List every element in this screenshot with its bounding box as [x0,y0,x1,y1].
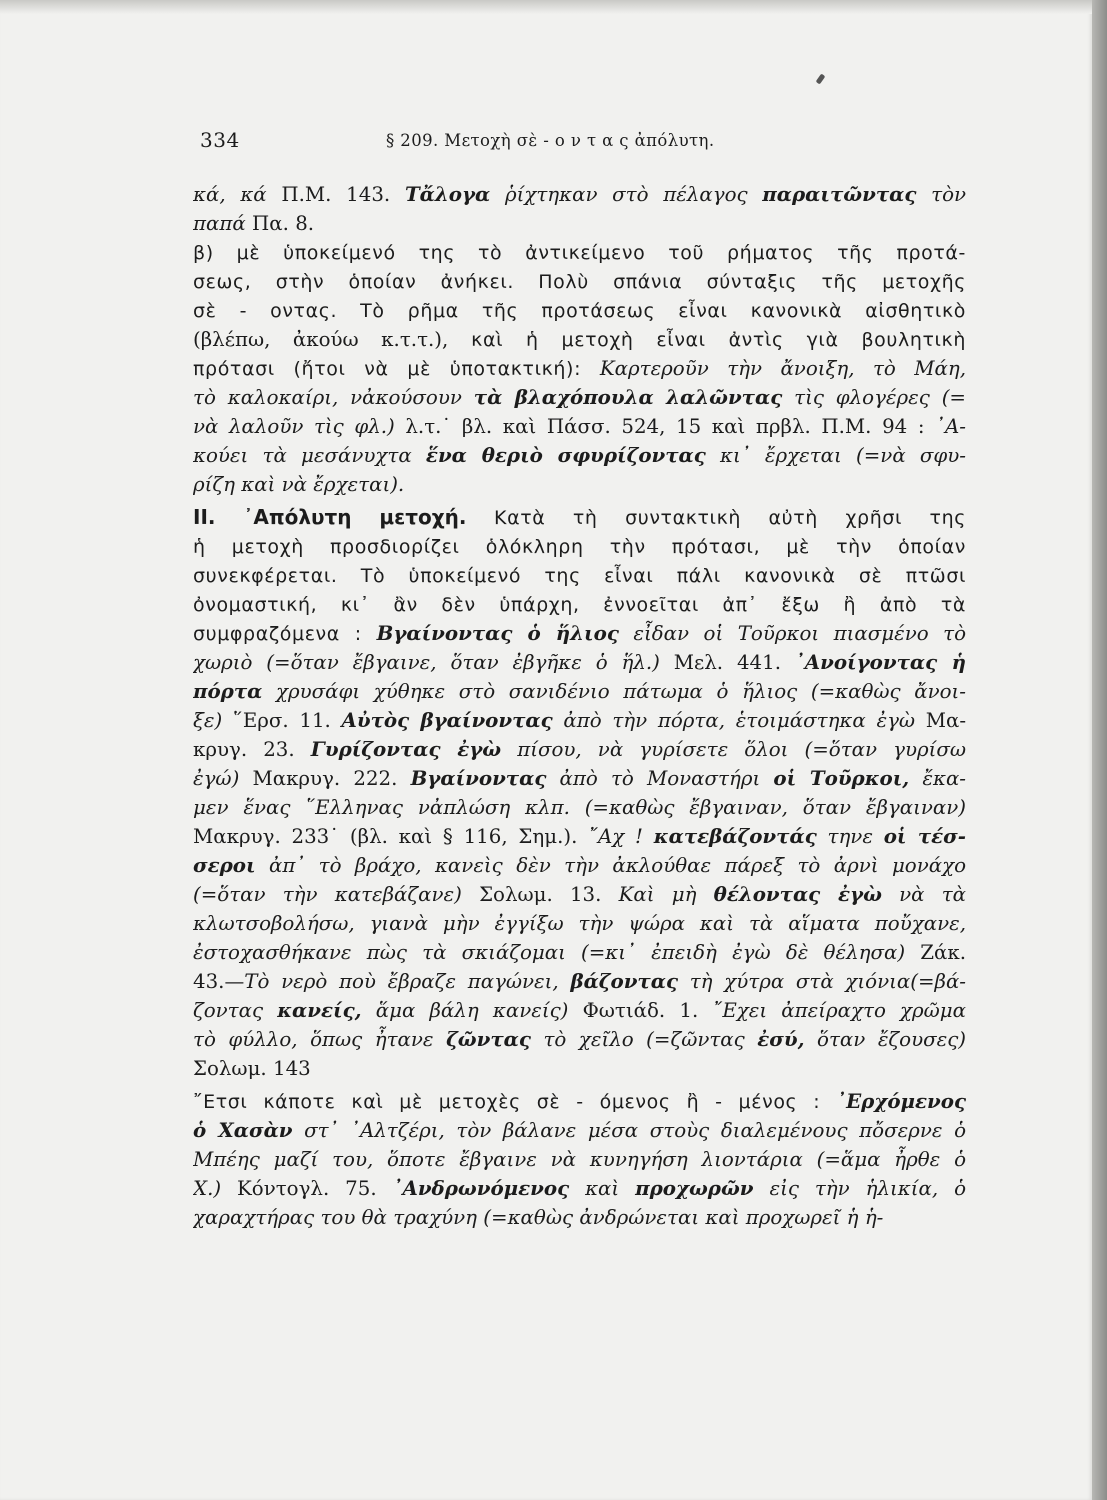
text-line [193,706,966,735]
text-span: ἀπὸ τὸ Μοναστήρι [546,767,774,790]
text-span: στ᾿ ᾿Αλτζέρι, τὸν βάλανε μέσα στοὺς διαλεμένους πὄσερνε ὁ [292,1119,966,1142]
page-number: 334 [200,128,240,152]
text-line [193,267,966,296]
text-line [193,209,966,238]
text-span: ῎Ετσι κάποτε καὶ μὲ μετοχὲς σὲ - όμενος ἢ - μένος : [193,1091,837,1113]
text-line [193,1054,966,1083]
text-span: χαραχτήρας του θὰ τραχύνη (=καθὼς ἀνδρώνεται καὶ προχωρεῖ ἡ ἡ- [193,1206,884,1229]
text-line [193,412,966,441]
text-span: μεν ἕνας ῞Ελληνας νἀπλώση κλπ. (=καθὼς ἔβγαιναν, ὅταν ἔβγαιναν) [193,796,966,819]
text-span: οἱ τέσ- [883,824,966,848]
text-span: καὶ ἡ μετοχὴ εἶναι ἀντὶς γιὰ βουλητικὴ [448,329,966,351]
text-span: ᾿Ερχόμενος [836,1089,966,1113]
text-span: ῥίχτηκαν στὸ πέλαγος [490,183,763,206]
text-span: τὰ βλαχόπουλα λαλῶντας [473,385,783,409]
text-line [193,1145,966,1174]
text-span: καὶ [569,1177,636,1200]
text-span: θέλοντας ἐγὼ [713,882,882,906]
text-span: τὸ καλοκαίρι, νἀκούσουν [193,386,474,409]
text-span: Μακρυγ. 222. [252,767,411,790]
text-span: ἐστοχασθήκανε πὼς τὰ σκιάζομαι (=κι᾿ ἐπειδὴ ἐγὼ δὲ θέλησα) [193,941,921,964]
text-span: ἀπὸ τὴν πόρτα, ἑτοιμάστηκα ἐγὼ [552,709,926,732]
text-span: σὲ - οντας. Τὸ ρῆμα τῆς προτάσεως εἶναι κανονικὰ αἰσθητικὸ [193,300,966,322]
text-line [193,967,966,996]
text-span: Κατὰ τὴ συντακτικὴ αὐτὴ χρῆσι της [466,507,966,529]
text-span: ῞Ερσ. 11. [232,709,342,732]
text-span: ῎Αχ ! [588,825,654,848]
text-line [193,793,966,822]
text-span: ᾿Α- [935,415,966,438]
text-line [193,1025,966,1054]
text-span: σεως, στὴν ὁποίαν ἀνήκει. Πολὺ σπάνια σύνταξις τῆς μετοχῆς [193,271,966,293]
text-line [193,1174,966,1203]
text-line [193,296,966,325]
text-span: (=ὅταν τὴν κατεβάζανε) [193,883,480,906]
text-line [193,764,966,793]
text-span: κανείς, [277,998,362,1022]
text-span: κά, κά [193,183,282,206]
text-line [193,619,966,648]
text-line [193,1087,966,1116]
text-span: παπά [193,212,253,235]
text-span: τὸ φύλλο, ὅπως ἦτανε [193,1028,447,1051]
text-span: ὀνομαστική, κι᾿ ἂν δὲν ὑπάρχη, ἐννοεῖται ἀπ᾿ ἔξω ἢ ἀπὸ τὰ [193,594,966,616]
text-span: Ζάκ. [920,941,966,964]
text-span: Σολωμ. 143 [193,1057,311,1080]
text-line [193,996,966,1025]
text-span: ᾿Ανδρωνόμενος [392,1176,570,1200]
text-span: εἰς τὴν ἡλικία, ὁ [753,1177,966,1200]
text-line [193,909,966,938]
text-span: νὰ λαλοῦν τὶς φλ.) [193,415,406,438]
text-span: ὅταν ἔζουσες) [804,1028,966,1051]
text-line [193,648,966,677]
text-span: ἡ μετοχὴ προσδιορίζει ὁλόκληρη τὴν πρότασι, μὲ τὴν ὁποίαν [193,536,966,558]
text-span: συνεκφέρεται. Τὸ ὑποκείμενό της εἶναι πάλι κανονικὰ σὲ πτῶσι [193,565,966,587]
text-span: πόρτα [193,679,263,703]
page-header [200,128,760,154]
text-line [193,851,966,880]
text-span: ἐσύ, [757,1027,805,1051]
text-span: ῎Εχει ἀπείραχτο χρῶμα [712,999,966,1022]
text-span: παραιτῶντας [762,182,917,206]
text-span: τὴ χύτρα στὰ χιόνια(=βά- [678,970,966,993]
text-span: Τὸ νερὸ ποὺ ἔβραζε παγώνει, [244,970,571,993]
text-span: πρότασι (ἤτοι νὰ μὲ ὑποτακτική): [193,358,600,380]
text-line [193,238,966,267]
text-span: ρίζη καὶ νὰ ἔρχεται). [193,473,405,496]
text-span: βάζοντας [570,969,679,993]
text-span: Κόντογλ. 75. [237,1177,393,1200]
text-span: νὰ τὰ [881,883,966,906]
text-span: προχωρῶν [635,1176,754,1200]
text-span: πίσου, νὰ γυρίσετε ὅλοι (=ὅταν γυρίσω [501,738,966,761]
text-span: Καὶ μὴ [618,883,714,906]
text-span: Φωτιάδ. 1. [582,999,713,1022]
text-span: κούει τὰ μεσάνυχτα [193,444,426,467]
text-span: Αὐτὸς βγαίνοντας [341,708,553,732]
text-span: ἅμα βάλη κανείς) [361,999,583,1022]
running-head: § 209. Μετοχὴ σὲ - ο ν τ α ς ἀπόλυτη. [386,131,715,150]
text-span: Μπέης μαζί του, ὅποτε ἔβγαινε νὰ κυνηγήση λιοντάρια (=ἅμα ἦρθε ὁ [193,1148,966,1171]
text-span: Βγαίνοντας ὁ ἥλιος [376,621,619,645]
text-line [193,1203,966,1232]
text-span: ἔκα- [909,767,966,790]
text-span: τὶς φλογέρες (= [782,386,966,409]
text-span: Βγαίνοντας [410,766,547,790]
text-span: Χ.) [193,1177,238,1200]
text-span: ἀπ᾿ τὸ βράχο, κανεὶς δὲν τὴν ἀκλούθαε πάρεξ τὸ ἀρνὶ μονάχο [255,854,966,877]
text-line [193,880,966,909]
text-span: Μα- [925,709,966,732]
text-line [193,354,966,383]
text-line [193,561,966,590]
text-span: ἐγώ) [193,767,253,790]
text-line [193,470,966,499]
text-line [193,822,966,851]
text-span: ζῶντας [446,1027,531,1051]
text-line [193,180,966,209]
text-line [193,503,966,532]
text-line [193,938,966,967]
text-line [193,1116,966,1145]
text-span: τὸ χεῖλο (=ζῶντας [530,1028,758,1051]
text-span: τὸν [916,183,966,206]
text-span: οἱ Τοῦρκοι, [773,766,910,790]
text-span: κλωτσοβολήσω, γιανὰ μὴν ἐγγίξω τὴν ψώρα καὶ τὰ αἵματα ποὔχανε, [193,912,966,935]
text-span: Πα. 8. [252,212,315,235]
text-span: Μακρυγ. 233˙ (βλ. καὶ § 116, Σημ.). [193,825,589,848]
text-span: ᾿Ανοίγοντας ἡ [794,650,966,674]
text-span: ΙΙ. ᾿Απόλυτη μετοχή. [193,505,467,529]
text-line [193,441,966,470]
page-edge [1092,0,1107,1500]
text-span: εἶδαν οἱ Τοῦρκοι πιασμένο τὸ [618,622,966,645]
text-span: λ.τ.˙ βλ. καὶ Πάσσ. 524, 15 καὶ πρβλ. Π.Μ. 94 : [405,415,936,438]
text-span: 43.— [193,970,245,993]
text-span: ξε) [193,709,233,732]
text-line [193,590,966,619]
text-span: Σολωμ. 13. [479,883,619,906]
text-span: Μελ. 441. [673,651,795,674]
text-span: συμφραζόμενα : [193,623,377,645]
text-line [193,325,966,354]
text-span: τηνε [816,825,884,848]
text-span: κι᾿ ἔρχεται (=νὰ σφυ- [705,444,966,467]
text-span: β) μὲ ὑποκείμενό της τὸ ἀντικείμενο τοῦ ρήματος τῆς προτά- [193,242,966,264]
text-span: Π.Μ. 143. [281,183,405,206]
text-span: κρυγ. 23. [193,738,311,761]
text-span: Γυρίζοντας ἐγὼ [310,737,502,761]
text-line [193,532,966,561]
text-line [193,383,966,412]
scan-top-shadow [0,0,1092,14]
text-span: ἕνα θεριὸ σφυρίζοντας [425,443,706,467]
text-span: (βλέπω, ἀκούω κ.τ.τ.), [193,328,449,351]
text-line [193,735,966,764]
text-span: κατεβάζοντάς [653,824,817,848]
text-span: Τἄλογα [404,182,491,206]
text-line [193,677,966,706]
text-span: ὁ Χασὰν [193,1118,293,1142]
body-text [193,180,966,1232]
text-span: Καρτεροῦν τὴν ἄνοιξη, τὸ Μάη, [599,357,966,380]
text-span: χρυσάφι χύθηκε στὸ σανιδένιο πάτωμα ὁ ἥλιος (=καθὼς ἄνοι- [262,680,966,703]
text-span: σεροι [193,853,256,877]
text-span: ζοντας [193,999,278,1022]
text-span: χωριὸ (=ὅταν ἔβγαινε, ὅταν ἐβγῆκε ὁ ἥλ.) [193,651,674,674]
